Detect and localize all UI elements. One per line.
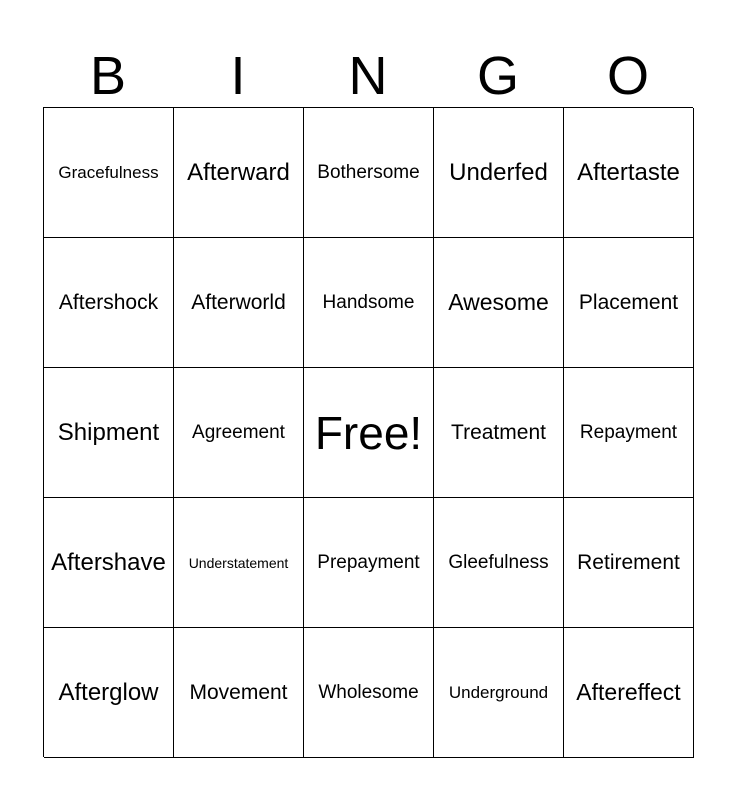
bingo-cell: Understatement	[174, 498, 304, 628]
bingo-cell: Underground	[434, 628, 564, 758]
header-letter-g: G	[476, 46, 519, 106]
bingo-cell: Awesome	[434, 238, 564, 368]
bingo-cell: Movement	[174, 628, 304, 758]
bingo-cell: Retirement	[564, 498, 694, 628]
bingo-cell: Aftereffect	[564, 628, 694, 758]
bingo-cell: Afterworld	[174, 238, 304, 368]
bingo-cell: Placement	[564, 238, 694, 368]
header-letter-b: B	[89, 46, 127, 106]
free-space-cell: Free!	[304, 368, 434, 498]
bingo-header	[43, 46, 693, 106]
bingo-board	[43, 107, 693, 757]
bingo-cell: Shipment	[44, 368, 174, 498]
bingo-cell: Handsome	[304, 238, 434, 368]
header-letter-o: O	[606, 46, 649, 106]
bingo-cell: Repayment	[564, 368, 694, 498]
header-letter-i: I	[230, 46, 246, 106]
bingo-cell: Gracefulness	[44, 108, 174, 238]
bingo-cell: Agreement	[174, 368, 304, 498]
bingo-cell: Aftertaste	[564, 108, 694, 238]
bingo-cell: Treatment	[434, 368, 564, 498]
bingo-cell: Bothersome	[304, 108, 434, 238]
bingo-cell: Aftershave	[44, 498, 174, 628]
bingo-cell: Gleefulness	[434, 498, 564, 628]
header-letter-n: N	[348, 46, 388, 106]
bingo-cell: Afterward	[174, 108, 304, 238]
bingo-cell: Wholesome	[304, 628, 434, 758]
bingo-cell: Aftershock	[44, 238, 174, 368]
bingo-cell: Underfed	[434, 108, 564, 238]
bingo-cell: Prepayment	[304, 498, 434, 628]
bingo-cell: Afterglow	[44, 628, 174, 758]
